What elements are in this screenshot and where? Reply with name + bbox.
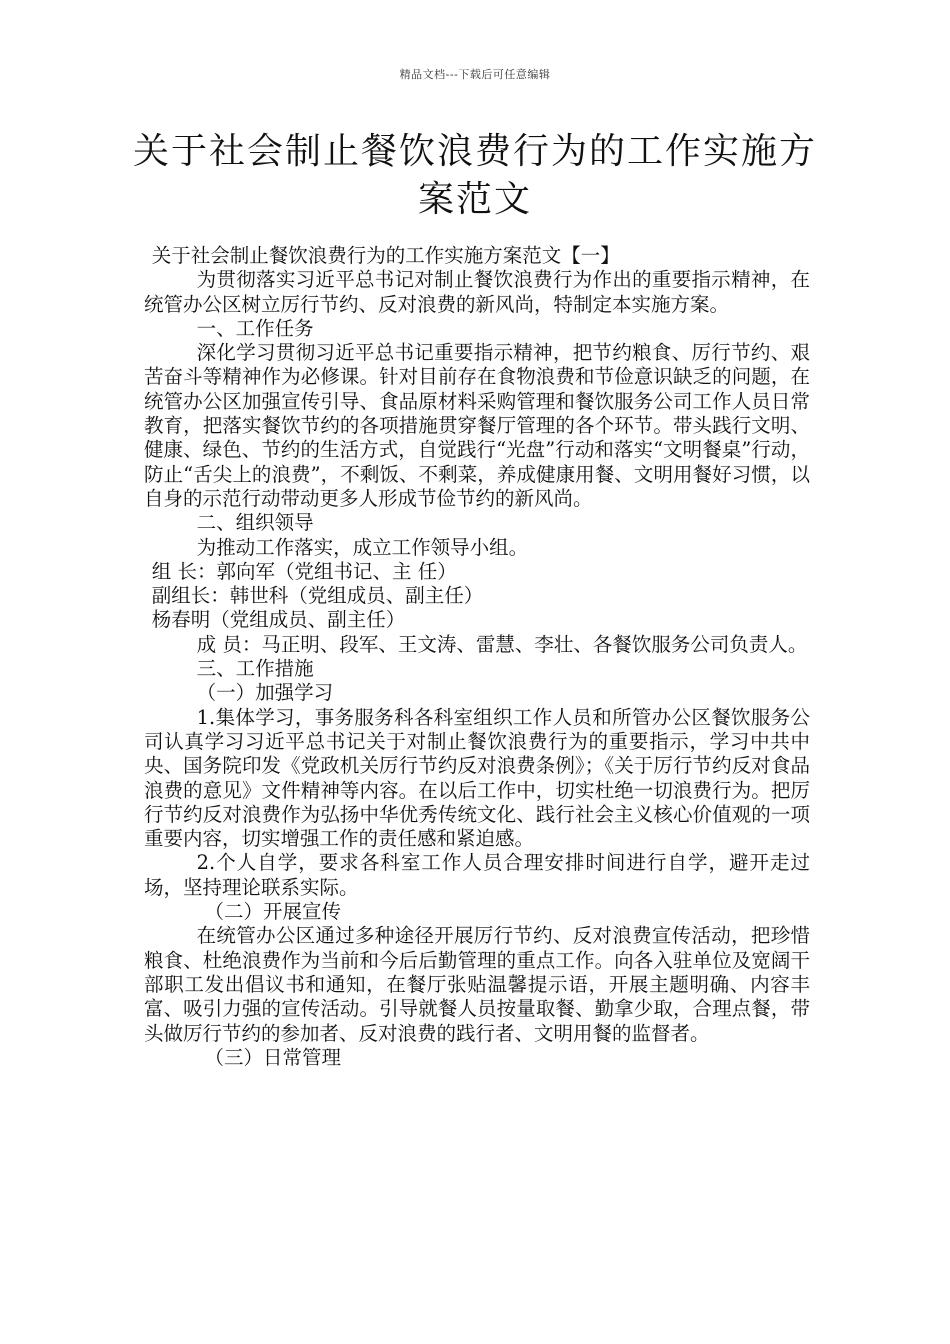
- subsection-heading: （三）日常管理: [204, 1045, 341, 1069]
- body-paragraph: 1.集体学习，事务服务科各科室组织工作人员和所管办公区餐饮服务公司认真学习习近平总书记关于对制止餐饮浪费行为的重要指示，学习中共中央、国务院印发《党政机关厉行节约反对浪费条例》；《关于厉行节约反对食品浪费的意见》文件精神等内容。在以后工作中，切实杜绝一切浪费行为。把厉行节约反对浪费作为弘扬中华优秀传统文化、践行社会主义核心价值观的一项重要内容，切实增强工作的责任感和紧迫感。: [144, 705, 810, 851]
- section-heading: 三、工作措施: [196, 657, 314, 681]
- section-heading: 关于社会制止餐饮浪费行为的工作实施方案范文【一】: [151, 244, 620, 267]
- subsection-heading: （一）加强学习: [196, 681, 334, 705]
- section-heading: 一、工作任务: [196, 316, 314, 340]
- body-paragraph: 2.个人自学，要求各科室工作人员合理安排时间进行自学，避开走过场，坚持理论联系实际。: [144, 851, 810, 899]
- member-line: 副组长：韩世科（党组成员、副主任）: [151, 584, 484, 608]
- subsection-heading: （二）开展宣传: [204, 900, 341, 924]
- page-header-note: 精品文档---下载后可任意编辑: [399, 68, 551, 81]
- document-title: 关于社会制止餐饮浪费行为的工作实施方案范文: [132, 131, 817, 220]
- body-paragraph: 深化学习贯彻习近平总书记重要指示精神，把节约粮食、厉行节约、艰苦奋斗等精神作为必修课。针对目前存在食物浪费和节俭意识缺乏的问题，在统管办公区加强宣传引导、食品原材料采购管理和餐饮服务公司工作人员日常教育，把落实餐饮节约的各项措施贯穿餐厅管理的各个环节。带头践行文明、健康、绿色、节约的生活方式，自觉践行“光盘”行动和落实“文明餐桌”行动，防止“舌尖上的浪费”，不剩饭、不剩菜，养成健康用餐、文明用餐好习惯，以自身的示范行动带动更多人形成节俭节约的新风尚。: [144, 341, 810, 510]
- member-line: 组 长：郭向军（党组书记、主 任）: [151, 559, 457, 583]
- member-line: 成 员：马正明、段军、王文涛、雷慧、李壮、各餐饮服务公司负责人。: [196, 632, 808, 656]
- body-paragraph: 为贯彻落实习近平总书记对制止餐饮浪费行为作出的重要指示精神，在统管办公区树立厉行节约、反对浪费的新风尚，特制定本实施方案。: [144, 268, 810, 316]
- member-line: 杨春明（党组成员、副主任）: [151, 608, 406, 632]
- body-paragraph: 为推动工作落实，成立工作领导小组。: [196, 535, 529, 559]
- section-heading: 二、组织领导: [196, 511, 314, 535]
- document-body: [144, 244, 810, 1070]
- body-paragraph: 在统管办公区通过多种途径开展厉行节约、反对浪费宣传活动，把珍惜粮食、杜绝浪费作为当前和今后后勤管理的重点工作。向各入驻单位及宽阔干部职工发出倡议书和通知，在餐厅张贴温馨提示语，开展主题明确、内容丰富、吸引力强的宣传活动。引导就餐人员按量取餐、勤拿少取，合理点餐，带头做厉行节约的参加者、反对浪费的践行者、文明用餐的监督者。: [144, 924, 810, 1045]
